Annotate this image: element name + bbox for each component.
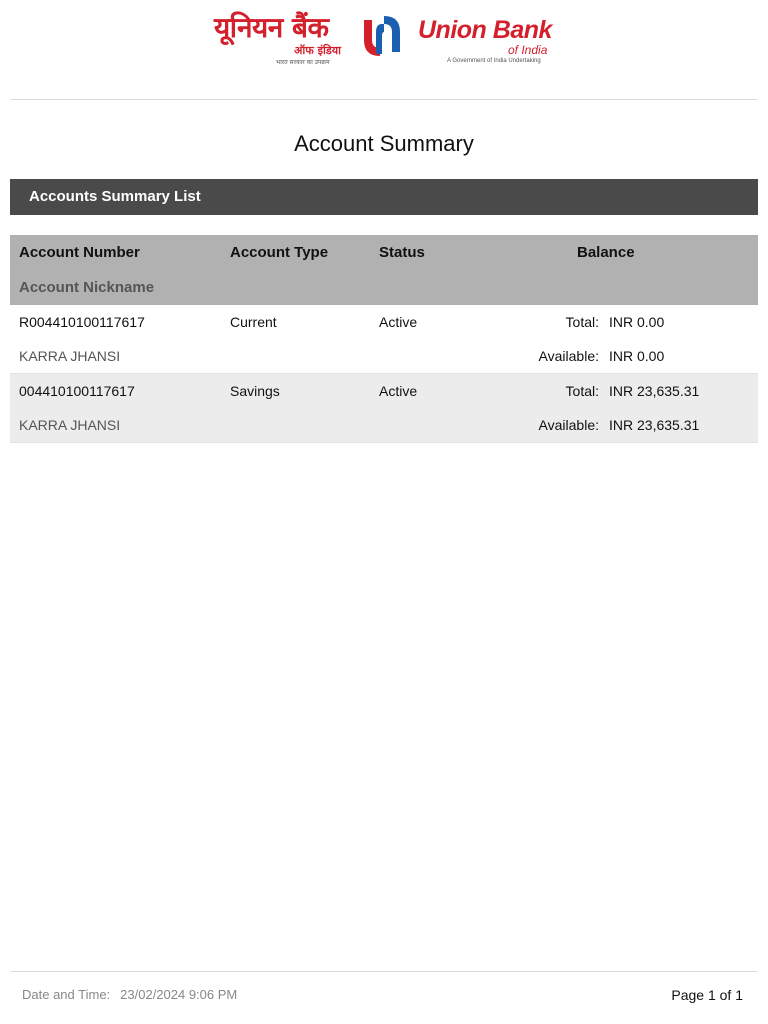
account-nickname: KARRA JHANSI <box>19 348 121 364</box>
datetime-value: 23/02/2024 9:06 PM <box>120 987 238 1002</box>
header-divider <box>10 99 758 100</box>
available-value: INR 0.00 <box>609 348 665 364</box>
account-number: 004410100117617 <box>19 383 135 399</box>
logo-hindi-sub: ऑफ इंडिया <box>294 44 341 57</box>
table-row <box>10 374 758 443</box>
footer-datetime <box>22 987 237 1002</box>
logo-english-name: Union Bank <box>418 16 552 44</box>
account-status: Active <box>379 383 418 399</box>
col-account-type: Account Type <box>230 244 329 261</box>
total-balance <box>490 314 730 330</box>
account-nickname: KARRA JHANSI <box>19 417 121 433</box>
col-account-nickname: Account Nickname <box>19 279 155 296</box>
available-balance <box>490 417 730 433</box>
total-label: Total: <box>565 314 599 330</box>
account-type: Savings <box>230 383 280 399</box>
page-header <box>0 0 768 100</box>
footer-divider <box>10 971 758 972</box>
union-bank-emblem-icon <box>356 10 408 62</box>
logo-hindi-name: यूनियन बैंक <box>214 11 329 44</box>
page-number: Page 1 of 1 <box>671 987 743 1003</box>
union-bank-logo <box>210 10 560 72</box>
logo-hindi-tagline: भारत सरकार का उपक्रम <box>276 59 330 66</box>
section-header <box>10 179 758 215</box>
total-value: INR 0.00 <box>609 314 665 330</box>
total-value: INR 23,635.31 <box>609 383 700 399</box>
datetime-label: Date and Time: <box>22 987 111 1002</box>
available-label: Available: <box>538 417 599 433</box>
logo-english-sub: of India <box>508 43 548 57</box>
available-value: INR 23,635.31 <box>609 417 700 433</box>
col-status: Status <box>379 244 425 261</box>
accounts-table <box>10 235 758 443</box>
account-type: Current <box>230 314 277 330</box>
account-number: R004410100117617 <box>19 314 145 330</box>
total-balance <box>490 383 730 399</box>
available-label: Available: <box>538 348 599 364</box>
available-balance <box>490 348 730 364</box>
col-balance: Balance <box>577 244 635 261</box>
logo-english-tagline: A Government of India Undertaking <box>447 58 541 64</box>
total-label: Total: <box>565 383 599 399</box>
account-status: Active <box>379 314 418 330</box>
table-row <box>10 305 758 374</box>
page-title: Account Summary <box>294 131 474 156</box>
section-title: Accounts Summary List <box>29 188 201 205</box>
col-account-number: Account Number <box>19 244 140 261</box>
table-header <box>10 235 758 305</box>
